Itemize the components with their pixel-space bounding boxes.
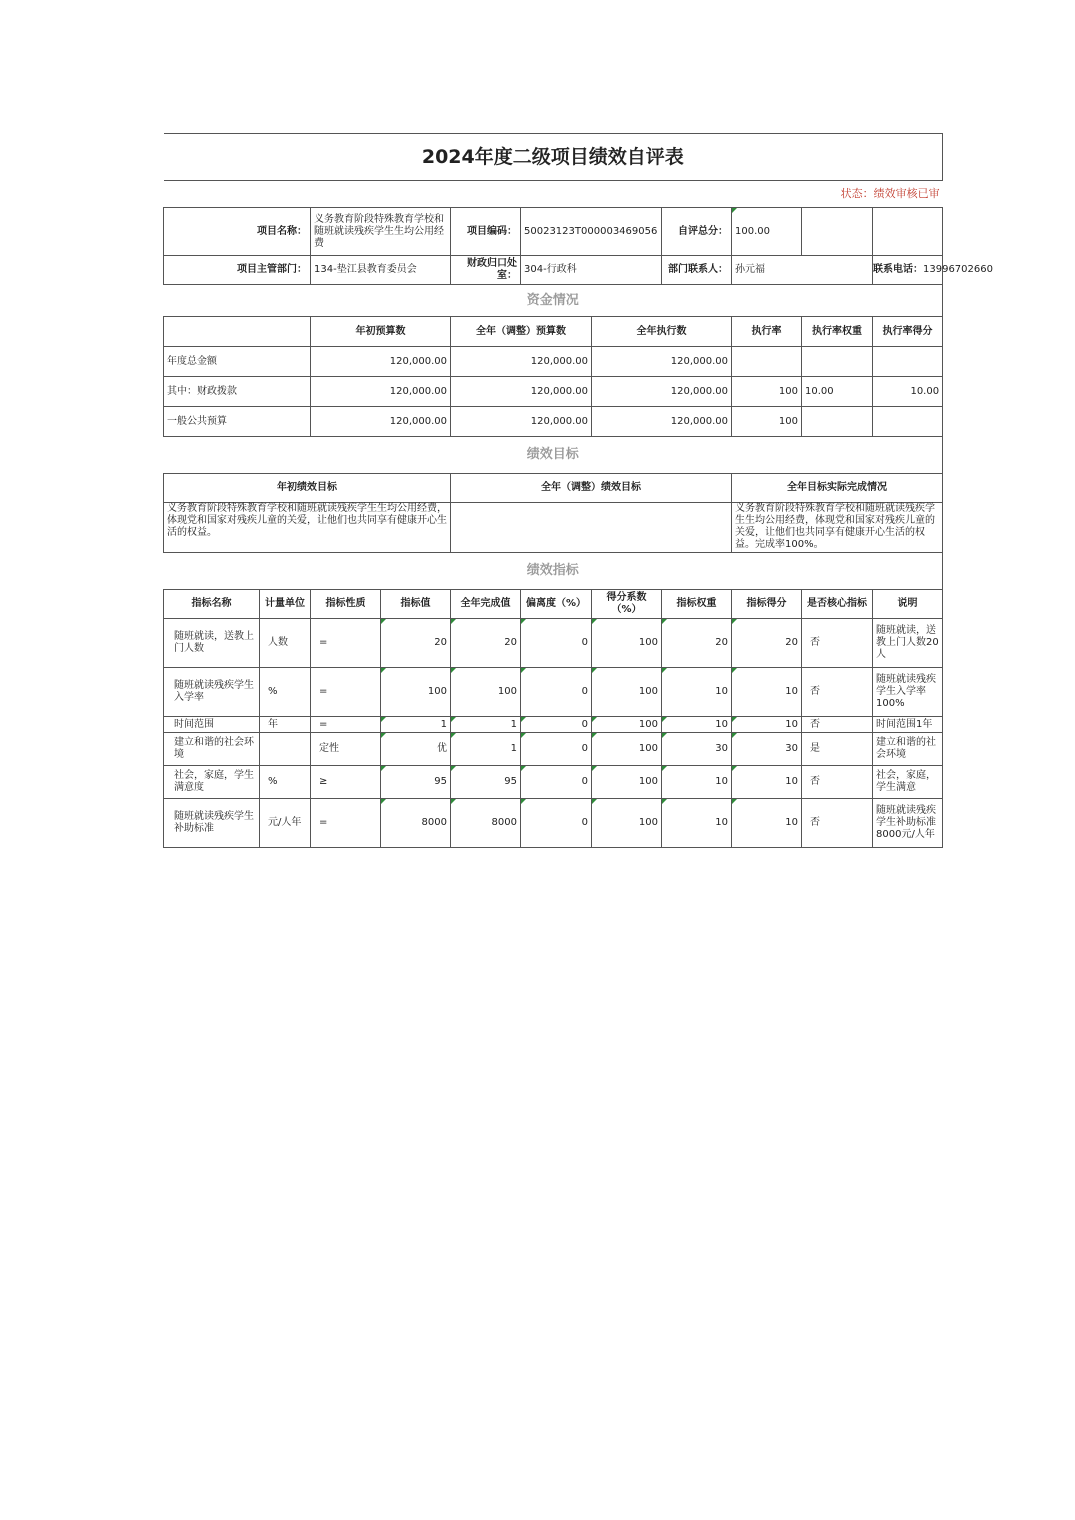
funds-rate: 100 bbox=[732, 377, 802, 407]
table-row bbox=[164, 347, 943, 377]
indicator-actual: 1 bbox=[451, 733, 521, 766]
indicator-name: 随班就读残疾学生入学率 bbox=[164, 668, 260, 717]
indicator-type: = bbox=[311, 668, 381, 717]
indicator-coefficient: 100 bbox=[592, 766, 662, 799]
indicator-header: 指标权重 bbox=[662, 590, 732, 619]
table-row bbox=[164, 733, 943, 766]
goals-actual-text: 义务教育阶段特殊教育学校和随班就读残疾学生生均公用经费，体现党和国家对残疾儿童的关爱，让他们也共同享有健康开心生活的权益。完成率100%。 bbox=[732, 503, 943, 553]
indicator-type: = bbox=[311, 619, 381, 668]
status-badge: 状态：绩效审核已审 bbox=[164, 181, 943, 208]
funds-section-title: 资金情况 bbox=[164, 285, 943, 317]
indicator-name: 随班就读，送教上门人数 bbox=[164, 619, 260, 668]
table-row bbox=[164, 474, 943, 503]
goals-adjusted-text bbox=[451, 503, 732, 553]
indicators-section-title: 绩效指标 bbox=[164, 553, 943, 590]
funds-header-weight: 执行率权重 bbox=[802, 317, 873, 347]
funds-row-name: 一般公共预算 bbox=[164, 407, 311, 437]
indicator-weight: 10 bbox=[662, 799, 732, 848]
goals-header-initial: 年初绩效目标 bbox=[164, 474, 451, 503]
indicator-actual: 100 bbox=[451, 668, 521, 717]
indicator-note: 随班就读残疾学生补助标准8000元/人年 bbox=[873, 799, 943, 848]
indicator-core: 否 bbox=[802, 799, 873, 848]
indicator-header: 计量单位 bbox=[260, 590, 311, 619]
dept-value: 134-垫江县教育委员会 bbox=[311, 256, 451, 285]
indicator-note: 时间范围1年 bbox=[873, 717, 943, 733]
contact-value: 孙元福 bbox=[732, 256, 873, 285]
project-code-value: 50023123T000003469056 bbox=[521, 208, 662, 256]
table-row bbox=[164, 437, 943, 474]
goals-header-adjusted: 全年（调整）绩效目标 bbox=[451, 474, 732, 503]
funds-executed: 120,000.00 bbox=[592, 407, 732, 437]
indicator-name: 时间范围 bbox=[164, 717, 260, 733]
indicator-weight: 10 bbox=[662, 668, 732, 717]
indicator-core: 否 bbox=[802, 668, 873, 717]
indicator-actual: 20 bbox=[451, 619, 521, 668]
indicator-score: 10 bbox=[732, 717, 802, 733]
indicator-value: 优 bbox=[381, 733, 451, 766]
project-name-label: 项目名称： bbox=[164, 208, 311, 256]
indicator-header: 全年完成值 bbox=[451, 590, 521, 619]
indicator-deviation: 0 bbox=[521, 668, 592, 717]
project-name-value: 义务教育阶段特殊教育学校和随班就读残疾学生生均公用经费 bbox=[311, 208, 451, 256]
indicator-coefficient: 100 bbox=[592, 799, 662, 848]
funds-initial: 120,000.00 bbox=[311, 347, 451, 377]
funds-executed: 120,000.00 bbox=[592, 347, 732, 377]
funds-adjusted: 120,000.00 bbox=[451, 347, 592, 377]
phone-cell bbox=[873, 256, 993, 285]
indicator-header: 指标性质 bbox=[311, 590, 381, 619]
finance-office-label: 财政归口处室： bbox=[451, 256, 521, 285]
table-row bbox=[164, 717, 943, 733]
goals-initial-text: 义务教育阶段特殊教育学校和随班就读残疾学生生均公用经费，体现党和国家对残疾儿童的关爱，让他们也共同享有健康开心生活的权益。 bbox=[164, 503, 451, 553]
indicator-type: = bbox=[311, 799, 381, 848]
indicator-value: 100 bbox=[381, 668, 451, 717]
funds-score bbox=[873, 407, 943, 437]
funds-initial: 120,000.00 bbox=[311, 407, 451, 437]
indicator-deviation: 0 bbox=[521, 619, 592, 668]
goals-section-title: 绩效目标 bbox=[164, 437, 943, 474]
indicator-weight: 10 bbox=[662, 766, 732, 799]
funds-header-rate: 执行率 bbox=[732, 317, 802, 347]
indicator-weight: 10 bbox=[662, 717, 732, 733]
empty-cell bbox=[802, 208, 873, 256]
indicator-core: 否 bbox=[802, 619, 873, 668]
indicator-note: 随班就读，送教上门人数20人 bbox=[873, 619, 943, 668]
indicator-actual: 8000 bbox=[451, 799, 521, 848]
funds-adjusted: 120,000.00 bbox=[451, 377, 592, 407]
evaluation-sheet bbox=[163, 133, 993, 848]
indicator-value: 95 bbox=[381, 766, 451, 799]
indicator-value: 20 bbox=[381, 619, 451, 668]
table-row bbox=[164, 553, 943, 590]
table-row bbox=[164, 766, 943, 799]
indicator-deviation: 0 bbox=[521, 733, 592, 766]
indicator-header: 是否核心指标 bbox=[802, 590, 873, 619]
table-row bbox=[164, 619, 943, 668]
indicator-score: 10 bbox=[732, 668, 802, 717]
indicator-coefficient: 100 bbox=[592, 717, 662, 733]
table-row bbox=[164, 377, 943, 407]
funds-weight bbox=[802, 347, 873, 377]
indicator-type: ≥ bbox=[311, 766, 381, 799]
page-title: 2024年度二级项目绩效自评表 bbox=[164, 134, 943, 181]
phone-label: 联系电话： bbox=[873, 264, 923, 275]
indicator-deviation: 0 bbox=[521, 766, 592, 799]
indicator-deviation: 0 bbox=[521, 717, 592, 733]
empty-cell bbox=[873, 208, 943, 256]
indicator-type: 定性 bbox=[311, 733, 381, 766]
funds-score: 10.00 bbox=[873, 377, 943, 407]
indicator-unit: 人数 bbox=[260, 619, 311, 668]
indicator-unit bbox=[260, 733, 311, 766]
indicator-name: 社会，家庭，学生满意度 bbox=[164, 766, 260, 799]
funds-initial: 120,000.00 bbox=[311, 377, 451, 407]
indicator-unit: 年 bbox=[260, 717, 311, 733]
indicator-core: 是 bbox=[802, 733, 873, 766]
indicator-coefficient: 100 bbox=[592, 619, 662, 668]
indicator-note: 建立和谐的社会环境 bbox=[873, 733, 943, 766]
funds-executed: 120,000.00 bbox=[592, 377, 732, 407]
funds-header-blank bbox=[164, 317, 311, 347]
contact-label: 部门联系人： bbox=[662, 256, 732, 285]
table-row bbox=[164, 668, 943, 717]
funds-header-initial: 年初预算数 bbox=[311, 317, 451, 347]
funds-header-score: 执行率得分 bbox=[873, 317, 943, 347]
indicator-header: 指标值 bbox=[381, 590, 451, 619]
indicator-unit: % bbox=[260, 766, 311, 799]
indicator-actual: 1 bbox=[451, 717, 521, 733]
indicator-note: 社会，家庭，学生满意 bbox=[873, 766, 943, 799]
indicator-actual: 95 bbox=[451, 766, 521, 799]
funds-weight: 10.00 bbox=[802, 377, 873, 407]
funds-weight bbox=[802, 407, 873, 437]
indicator-score: 20 bbox=[732, 619, 802, 668]
indicator-type: = bbox=[311, 717, 381, 733]
finance-office-value: 304-行政科 bbox=[521, 256, 662, 285]
indicator-unit: 元/人年 bbox=[260, 799, 311, 848]
project-code-label: 项目编码： bbox=[451, 208, 521, 256]
indicator-core: 否 bbox=[802, 717, 873, 733]
indicator-value: 8000 bbox=[381, 799, 451, 848]
table-row bbox=[164, 799, 943, 848]
funds-row-name: 年度总金额 bbox=[164, 347, 311, 377]
indicator-header: 说明 bbox=[873, 590, 943, 619]
indicator-score: 30 bbox=[732, 733, 802, 766]
indicator-unit: % bbox=[260, 668, 311, 717]
funds-score bbox=[873, 347, 943, 377]
indicator-header: 指标名称 bbox=[164, 590, 260, 619]
table-row bbox=[164, 590, 943, 619]
dept-label: 项目主管部门： bbox=[164, 256, 311, 285]
indicator-header: 指标得分 bbox=[732, 590, 802, 619]
indicator-name: 建立和谐的社会环境 bbox=[164, 733, 260, 766]
indicator-name: 随班就读残疾学生补助标准 bbox=[164, 799, 260, 848]
indicator-header: 偏离度（%） bbox=[521, 590, 592, 619]
indicator-weight: 20 bbox=[662, 619, 732, 668]
indicator-weight: 30 bbox=[662, 733, 732, 766]
self-score-value: 100.00 bbox=[732, 208, 802, 256]
phone-value: 13996702660 bbox=[923, 264, 993, 275]
funds-rate: 100 bbox=[732, 407, 802, 437]
indicator-score: 10 bbox=[732, 766, 802, 799]
indicator-value: 1 bbox=[381, 717, 451, 733]
indicator-coefficient: 100 bbox=[592, 733, 662, 766]
indicator-score: 10 bbox=[732, 799, 802, 848]
indicator-header: 得分系数（%） bbox=[592, 590, 662, 619]
funds-adjusted: 120,000.00 bbox=[451, 407, 592, 437]
funds-row-name: 其中：财政拨款 bbox=[164, 377, 311, 407]
indicator-core: 否 bbox=[802, 766, 873, 799]
table-row bbox=[164, 503, 943, 553]
goals-header-actual: 全年目标实际完成情况 bbox=[732, 474, 943, 503]
table-row bbox=[164, 407, 943, 437]
funds-rate bbox=[732, 347, 802, 377]
funds-header-adjusted: 全年（调整）预算数 bbox=[451, 317, 592, 347]
self-score-label: 自评总分： bbox=[662, 208, 732, 256]
indicator-deviation: 0 bbox=[521, 799, 592, 848]
indicator-coefficient: 100 bbox=[592, 668, 662, 717]
funds-header-executed: 全年执行数 bbox=[592, 317, 732, 347]
indicator-note: 随班就读残疾学生入学率100% bbox=[873, 668, 943, 717]
evaluation-table bbox=[163, 133, 993, 848]
